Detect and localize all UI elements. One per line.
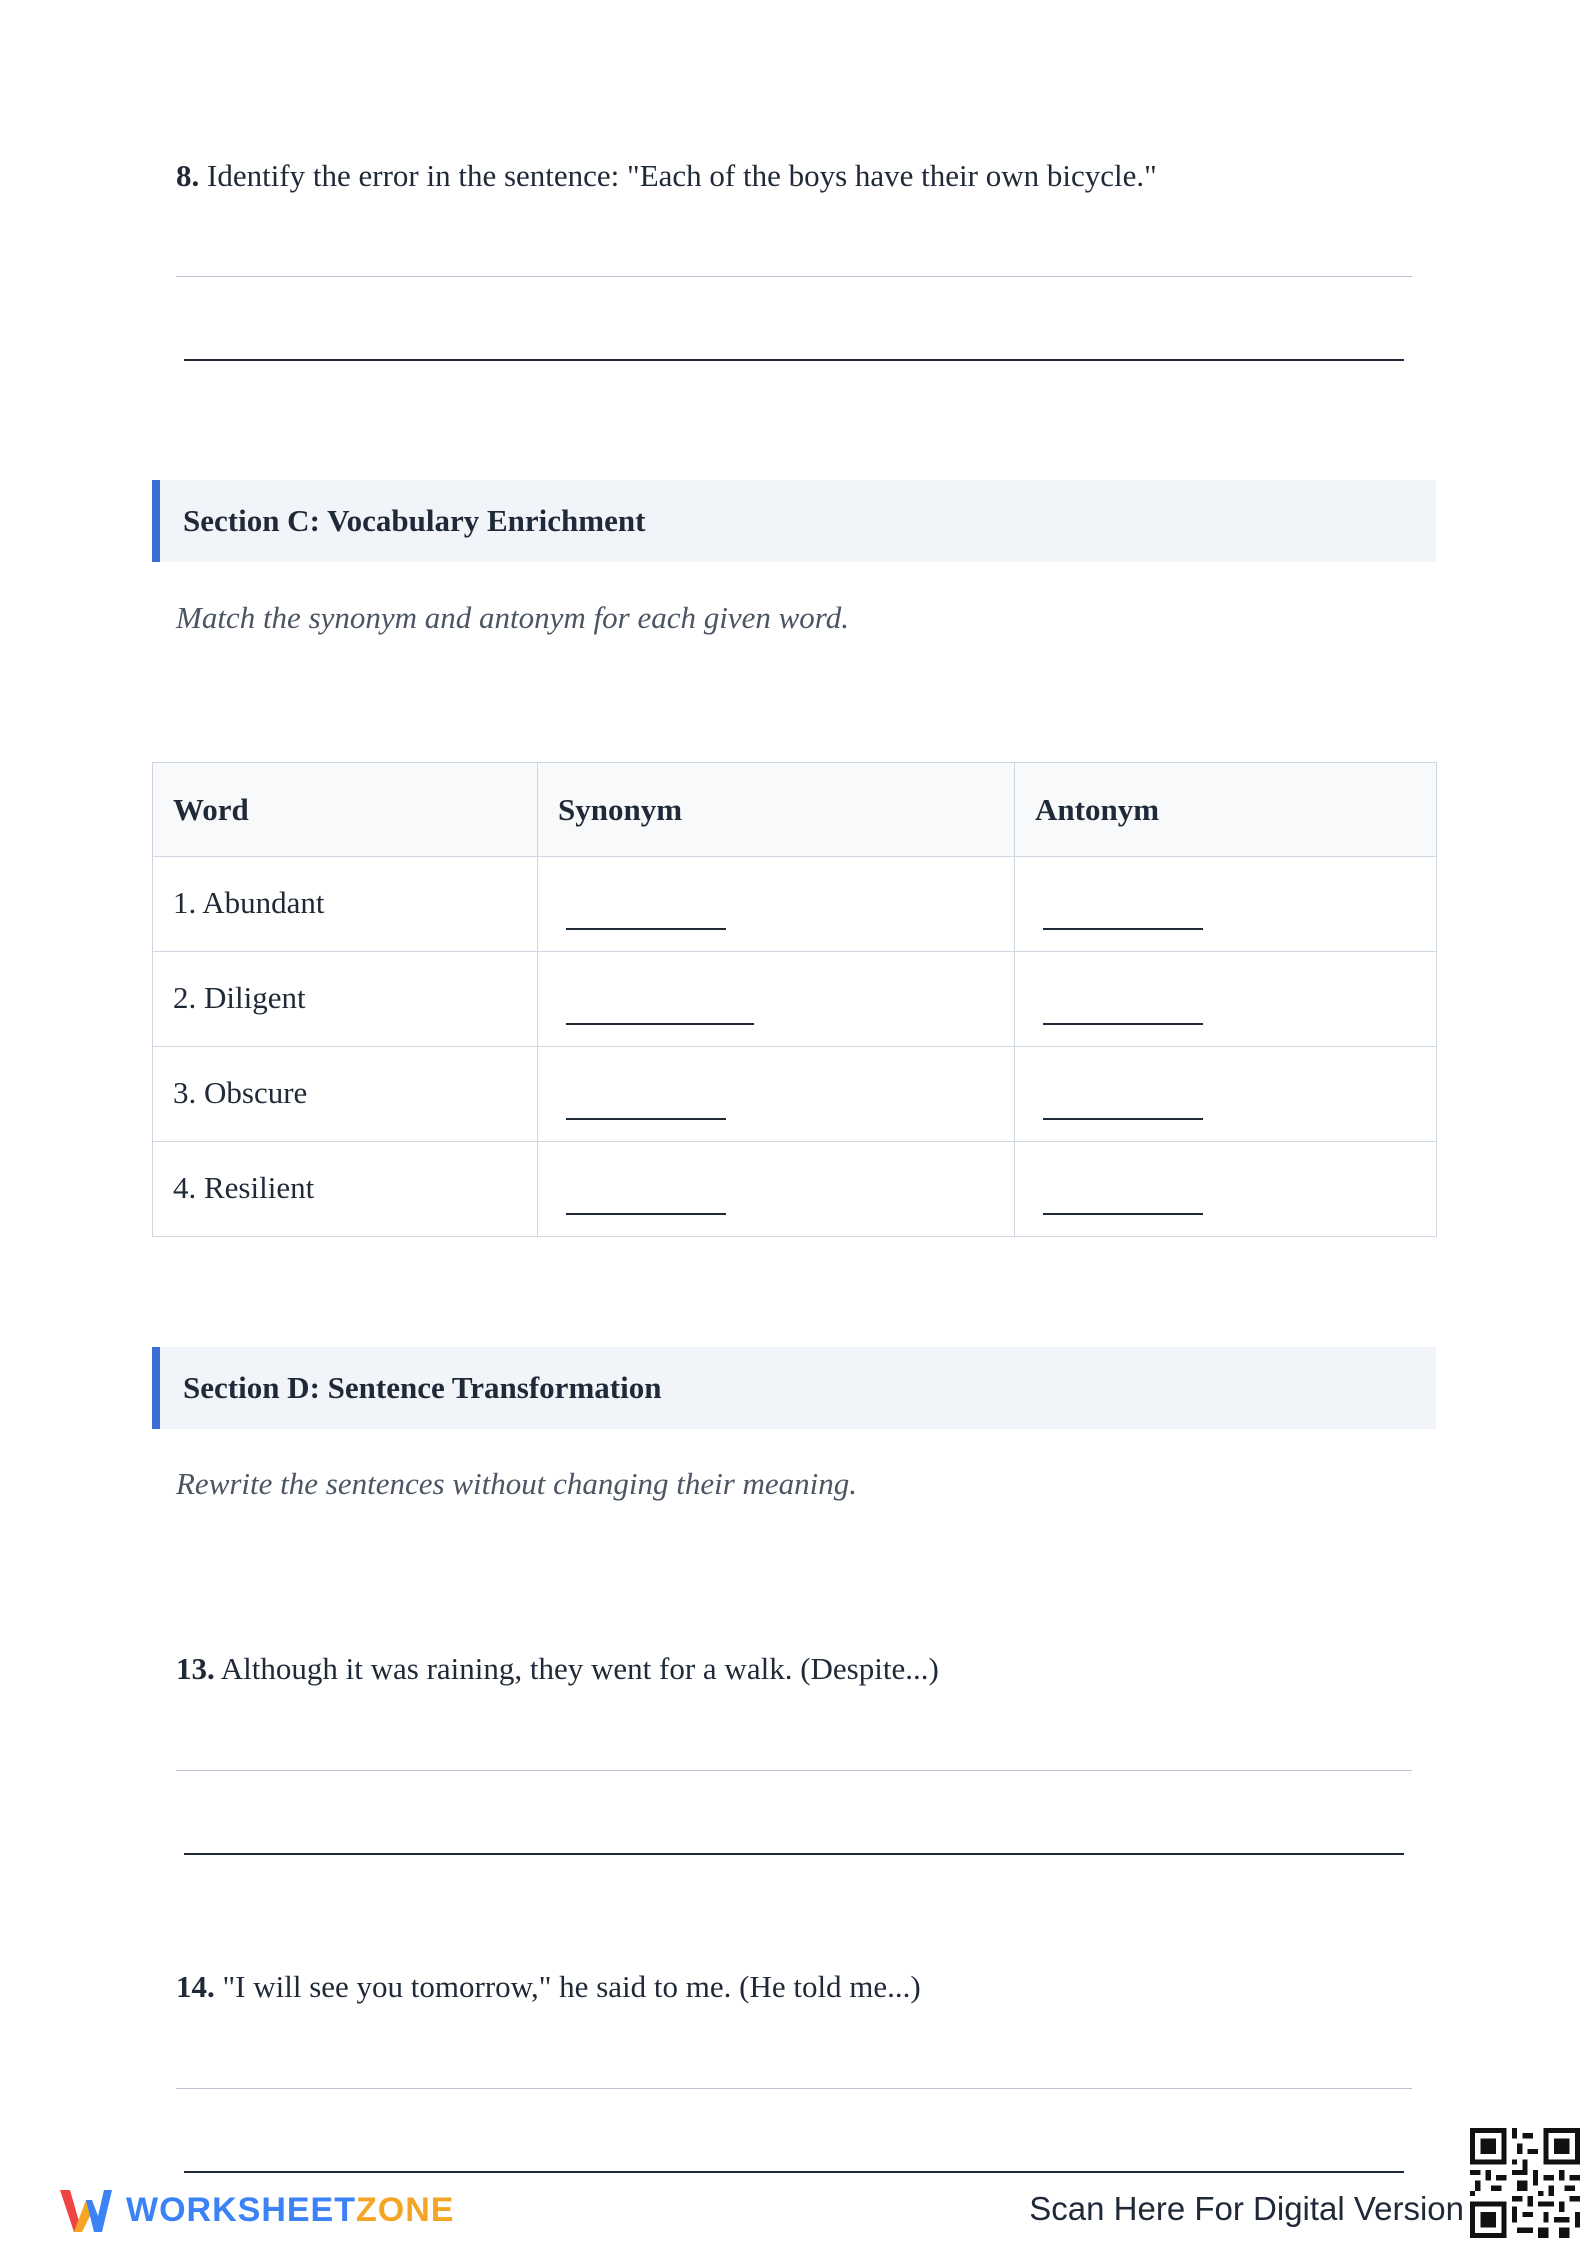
question-text: "I will see you tomorrow," he said to me. (He told me...) [214, 1969, 921, 2004]
section-d-instruction: Rewrite the sentences without changing their meaning. [176, 1466, 858, 1501]
synonym-cell[interactable] [538, 952, 1015, 1047]
antonym-cell[interactable] [1015, 1047, 1437, 1142]
answer-line-thin[interactable] [176, 2088, 1412, 2089]
word-label: 4. Resilient [173, 1170, 315, 1205]
section-c-header [152, 480, 1436, 562]
synonym-cell[interactable] [538, 1142, 1015, 1237]
synonym-blank[interactable] [566, 928, 726, 930]
synonym-cell[interactable] [538, 857, 1015, 952]
antonym-cell[interactable] [1015, 952, 1437, 1047]
question-13 [176, 1651, 939, 1687]
brand-logo [56, 2180, 454, 2240]
question-8 [176, 158, 1157, 194]
brand-name-part1: WORKSHEET [126, 2190, 356, 2229]
antonym-cell[interactable] [1015, 1142, 1437, 1237]
section-c-title: Section C: Vocabulary Enrichment [183, 503, 646, 538]
question-text: Identify the error in the sentence: "Each of the boys have their own bicycle." [199, 158, 1157, 193]
table-header-row [153, 763, 1437, 857]
header-synonym: Synonym [538, 763, 1015, 857]
section-d-title: Section D: Sentence Transformation [183, 1370, 662, 1405]
scan-label: Scan Here For Digital Version [1029, 2190, 1464, 2227]
answer-line-thin[interactable] [176, 276, 1412, 277]
header-antonym: Antonym [1015, 763, 1437, 857]
header-word: Word [153, 763, 538, 857]
table-row [153, 857, 1437, 952]
vocabulary-table [152, 762, 1437, 1237]
worksheetzone-logo-icon [56, 2182, 116, 2238]
question-number: 14. [176, 1969, 215, 2004]
table-row [153, 1047, 1437, 1142]
answer-line[interactable] [184, 1853, 1404, 1855]
answer-line-thin[interactable] [176, 1770, 1412, 1771]
synonym-cell[interactable] [538, 1047, 1015, 1142]
qr-code-icon[interactable] [1470, 2128, 1580, 2238]
question-number: 8. [176, 158, 200, 193]
table-row [153, 1142, 1437, 1237]
synonym-blank[interactable] [566, 1118, 726, 1120]
word-cell [153, 857, 538, 952]
word-label: 1. Abundant [173, 885, 325, 920]
section-d-header [152, 1347, 1436, 1429]
synonym-blank[interactable] [566, 1213, 726, 1215]
table-row [153, 952, 1437, 1047]
antonym-blank[interactable] [1043, 1213, 1203, 1215]
question-number: 13. [176, 1651, 215, 1686]
antonym-blank[interactable] [1043, 1118, 1203, 1120]
word-cell [153, 1142, 538, 1237]
antonym-cell[interactable] [1015, 857, 1437, 952]
section-c-instruction: Match the synonym and antonym for each given word. [176, 600, 849, 635]
synonym-blank[interactable] [566, 1023, 754, 1025]
brand-name-part2: ZONE [356, 2190, 455, 2229]
antonym-blank[interactable] [1043, 1023, 1203, 1025]
antonym-blank[interactable] [1043, 928, 1203, 930]
word-cell [153, 1047, 538, 1142]
question-text: Although it was raining, they went for a walk. (Despite...) [214, 1651, 939, 1686]
answer-line[interactable] [184, 359, 1404, 361]
word-label: 3. Obscure [173, 1075, 308, 1110]
word-label: 2. Diligent [173, 980, 306, 1015]
answer-line[interactable] [184, 2171, 1404, 2173]
word-cell [153, 952, 538, 1047]
question-14 [176, 1969, 921, 2005]
